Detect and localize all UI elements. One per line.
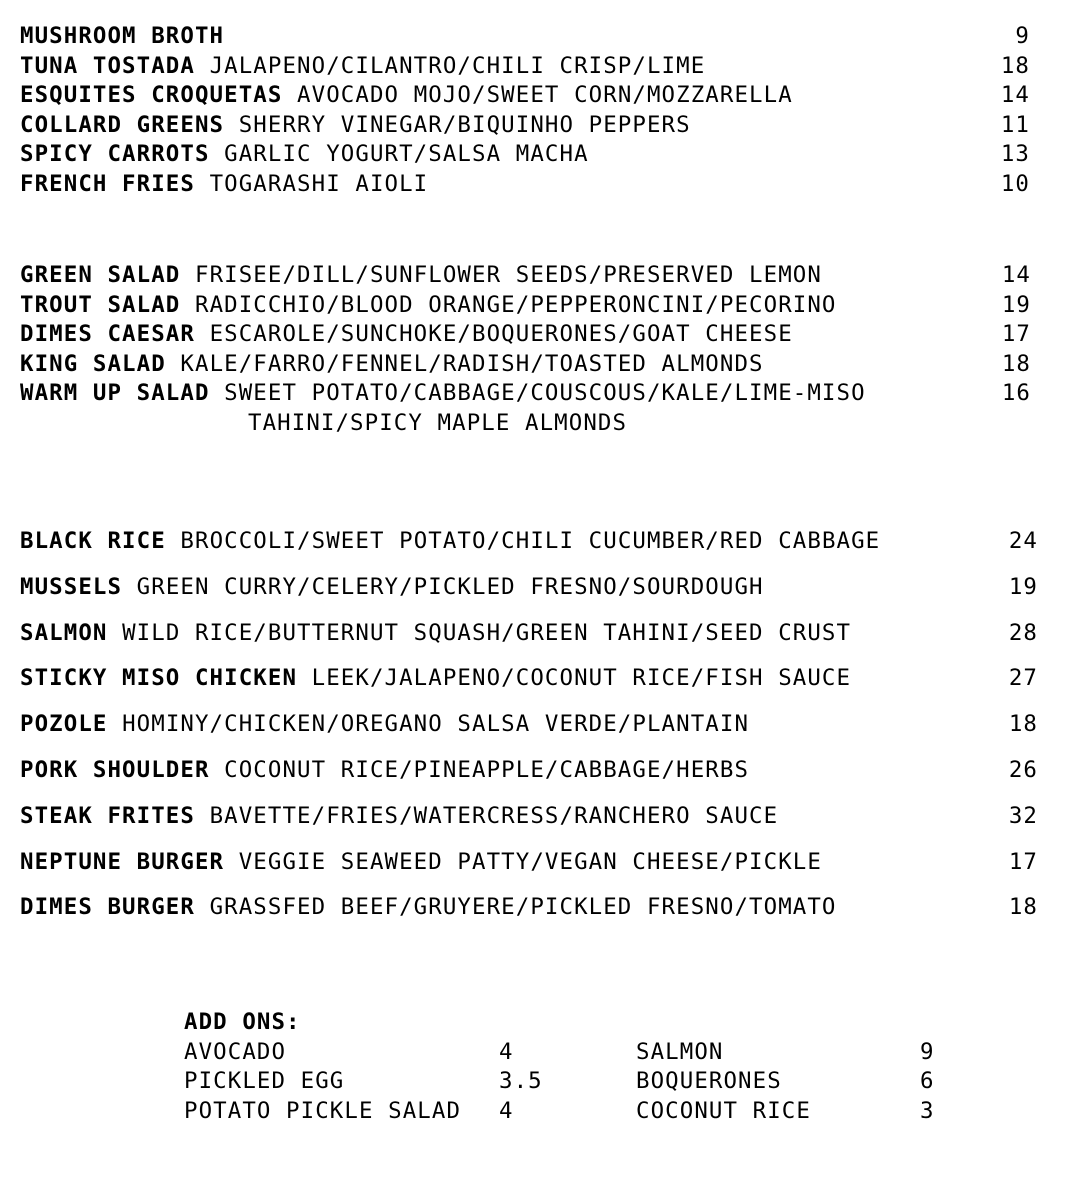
item-price: 10 — [1000, 170, 1030, 197]
item-description: TAHINI/SPICY MAPLE ALMONDS — [248, 409, 628, 436]
item-description: SWEET POTATO/CABBAGE/COUSCOUS/KALE/LIME-MISO — [224, 380, 866, 407]
item-name: KING SALAD — [20, 350, 166, 377]
item-description: FRISEE/DILL/SUNFLOWER SEEDS/PRESERVED LEMON — [194, 262, 822, 288]
item-description: AVOCADO MOJO/SWEET CORN/MOZZARELLA — [297, 82, 793, 109]
item-name: BLACK RICE — [20, 528, 166, 554]
menu-item — [20, 525, 1050, 571]
item-price: 14 — [1001, 262, 1031, 288]
item-name: TROUT SALAD — [20, 291, 181, 318]
add-on-price: 3 — [920, 1097, 935, 1124]
item-description: COCONUT RICE/PINEAPPLE/CABBAGE/HERBS — [224, 756, 750, 783]
item-name: GREEN SALAD — [20, 262, 181, 288]
item-price: 9 — [1015, 23, 1030, 49]
item-price: 11 — [1000, 111, 1030, 138]
item-name: PORK SHOULDER — [20, 756, 210, 783]
menu-item — [20, 170, 1050, 200]
menu-item — [20, 320, 1050, 350]
item-description: TOGARASHI AIOLI — [209, 170, 429, 197]
item-price: 19 — [1008, 573, 1038, 600]
menu-item — [20, 52, 1050, 82]
item-name: COLLARD GREENS — [20, 111, 225, 138]
item-description: GRASSFED BEEF/GRUYERE/PICKLED FRESNO/TOMATO — [209, 894, 837, 921]
menu-item — [20, 617, 1050, 663]
menu-item — [20, 350, 1050, 380]
menu-item — [20, 846, 1050, 892]
item-description: JALAPENO/CILANTRO/CHILI CRISP/LIME — [209, 52, 706, 79]
menu-item — [20, 81, 1050, 111]
item-price: 17 — [1008, 848, 1038, 875]
item-price: 27 — [1008, 665, 1038, 692]
add-on-price: 3.5 — [499, 1068, 543, 1095]
add-ons-section — [184, 1008, 944, 1124]
add-on-name: AVOCADO — [184, 1038, 287, 1065]
item-description: LEEK/JALAPENO/COCONUT RICE/FISH SAUCE — [311, 665, 852, 692]
add-on-price: 9 — [920, 1038, 935, 1065]
item-price: 18 — [1000, 52, 1030, 79]
menu-item — [20, 22, 1050, 52]
add-on-name: BOQUERONES — [636, 1068, 782, 1095]
item-description: RADICCHIO/BLOOD ORANGE/PEPPERONCINI/PECORINO — [194, 291, 837, 318]
item-price: 19 — [1001, 291, 1031, 318]
item-name: FRENCH FRIES — [20, 170, 195, 197]
item-description: BROCCOLI/SWEET POTATO/CHILI CUCUMBER/RED CABBAGE — [180, 528, 881, 554]
menu-item — [20, 800, 1050, 846]
add-on-name: POTATO PICKLE SALAD — [184, 1097, 462, 1124]
menu-item — [20, 708, 1050, 754]
menu-item — [20, 571, 1050, 617]
menu-item — [20, 891, 1050, 937]
item-name: SALMON — [20, 619, 108, 646]
menu-item — [20, 379, 1050, 409]
menu-item — [20, 291, 1050, 321]
item-description: SHERRY VINEGAR/BIQUINHO PEPPERS — [238, 111, 691, 138]
item-description: GREEN CURRY/CELERY/PICKLED FRESNO/SOURDOUGH — [136, 573, 764, 600]
mains-section — [20, 525, 1050, 937]
add-on-name: SALMON — [636, 1038, 724, 1065]
item-price: 18 — [1001, 350, 1031, 377]
item-name: MUSHROOM BROTH — [20, 23, 225, 49]
small-plates-section — [20, 22, 1050, 200]
item-price: 18 — [1008, 711, 1038, 738]
item-price: 32 — [1008, 802, 1038, 829]
item-price: 16 — [1001, 380, 1031, 407]
item-description: HOMINY/CHICKEN/OREGANO SALSA VERDE/PLANTAIN — [122, 711, 750, 738]
item-name: MUSSELS — [20, 573, 123, 600]
item-description: BAVETTE/FRIES/WATERCRESS/RANCHERO SAUCE — [209, 802, 779, 829]
item-price: 14 — [1000, 82, 1030, 109]
item-name: ESQUITES CROQUETAS — [20, 82, 283, 109]
item-name: POZOLE — [20, 711, 108, 738]
add-ons-title: ADD ONS: — [184, 1009, 301, 1035]
menu-item — [20, 140, 1050, 170]
menu-item — [20, 111, 1050, 141]
item-description: WILD RICE/BUTTERNUT SQUASH/GREEN TAHINI/SEED CRUST — [122, 619, 852, 646]
item-name: WARM UP SALAD — [20, 380, 210, 407]
item-name: STICKY MISO CHICKEN — [20, 665, 298, 692]
add-on-name: PICKLED EGG — [184, 1068, 345, 1095]
menu-item — [20, 662, 1050, 708]
item-description: KALE/FARRO/FENNEL/RADISH/TOASTED ALMONDS — [180, 350, 764, 377]
add-on-price: 4 — [499, 1038, 514, 1065]
item-description: VEGGIE SEAWEED PATTY/VEGAN CHEESE/PICKLE — [238, 848, 822, 875]
item-description: GARLIC YOGURT/SALSA MACHA — [224, 141, 589, 168]
item-name: DIMES BURGER — [20, 894, 195, 921]
item-name: SPICY CARROTS — [20, 141, 210, 168]
salads-section — [20, 261, 1050, 439]
add-on-name: COCONUT RICE — [636, 1097, 811, 1124]
item-name: TUNA TOSTADA — [20, 52, 195, 79]
item-description-continued — [20, 409, 1050, 439]
add-on-price: 4 — [499, 1097, 514, 1124]
item-price: 26 — [1008, 756, 1038, 783]
item-description: ESCAROLE/SUNCHOKE/BOQUERONES/GOAT CHEESE — [209, 321, 793, 348]
item-name: STEAK FRITES — [20, 802, 195, 829]
item-price: 18 — [1008, 894, 1038, 921]
item-price: 17 — [1001, 321, 1031, 348]
item-name: DIMES CAESAR — [20, 321, 195, 348]
item-price: 28 — [1008, 619, 1038, 646]
menu-item — [20, 754, 1050, 800]
menu-item — [20, 261, 1050, 291]
item-price: 24 — [1008, 528, 1038, 554]
add-on-price: 6 — [920, 1068, 935, 1095]
item-name: NEPTUNE BURGER — [20, 848, 225, 875]
item-price: 13 — [1000, 141, 1030, 168]
